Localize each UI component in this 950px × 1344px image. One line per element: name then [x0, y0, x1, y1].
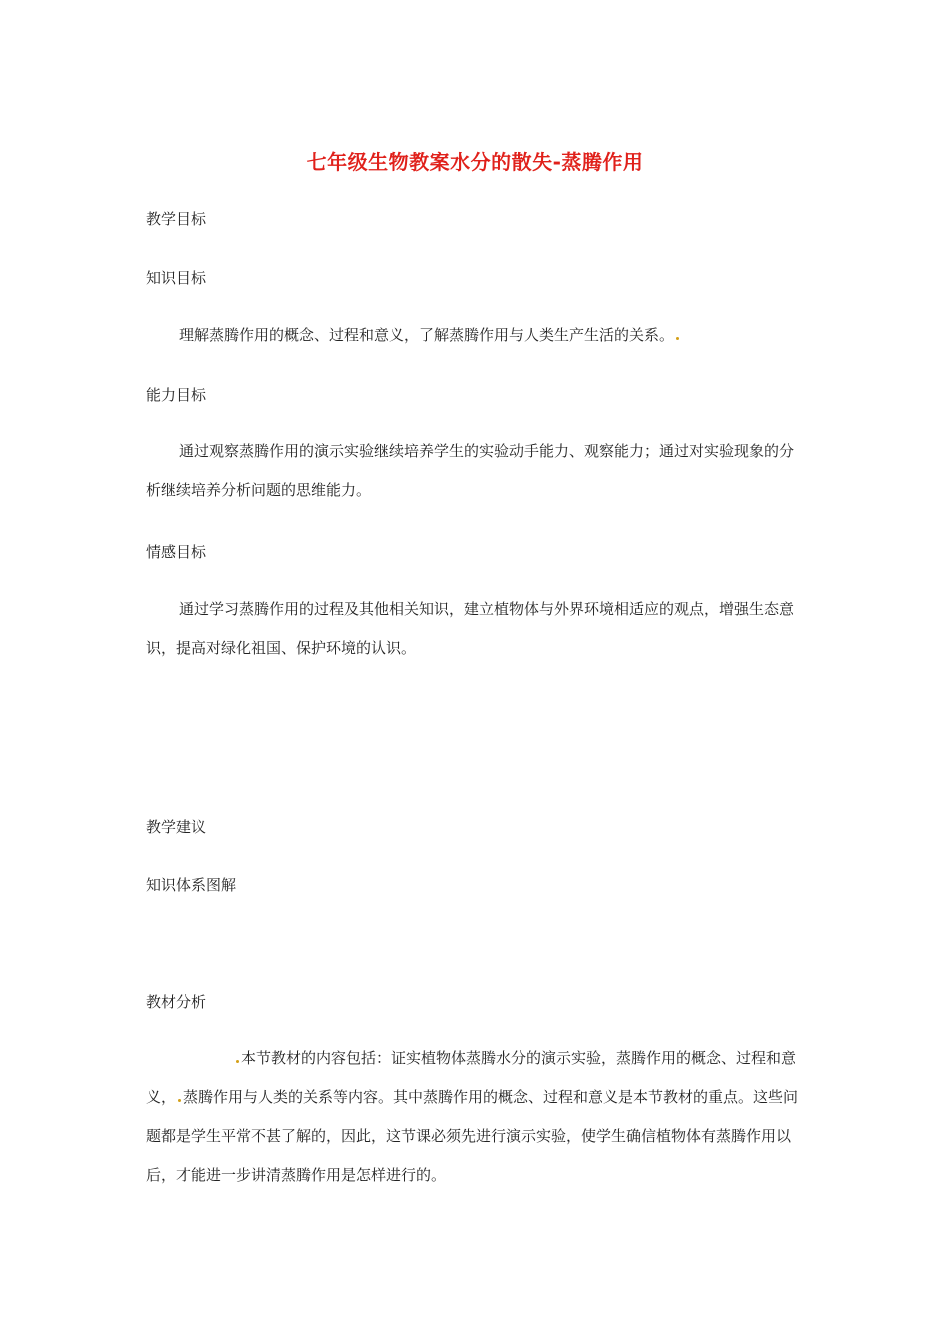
heading-knowledge-goal: 知识目标 — [146, 269, 207, 287]
material-text-1: 本节教材的内容包括：证实植物体蒸腾水分的演示实验，蒸腾作用的概念、过程和意义， — [146, 1049, 797, 1106]
heading-emotion-goal: 情感目标 — [146, 543, 207, 561]
mark-dot — [676, 337, 679, 340]
heading-ability-goal: 能力目标 — [146, 386, 207, 404]
document-title: 七年级生物教案水分的散失-蒸腾作用 — [306, 150, 644, 174]
mark-dot — [178, 1099, 181, 1102]
knowledge-text: 理解蒸腾作用的概念、过程和意义，了解蒸腾作用与人类生产生活的关系。 — [179, 326, 675, 344]
paragraph-emotion: 通过学习蒸腾作用的过程及其他相关知识，建立植物体与外界环境相适应的观点，增强生态意识，提高对绿化祖国、保护环境的认识。 — [146, 600, 795, 657]
mark-dot — [236, 1060, 239, 1063]
heading-material-analysis: 教材分析 — [146, 993, 207, 1011]
heading-teaching-goals: 教学目标 — [146, 210, 207, 228]
heading-knowledge-diagram: 知识体系图解 — [146, 876, 237, 894]
paragraph-ability: 通过观察蒸腾作用的演示实验继续培养学生的实验动手能力、观察能力；通过对实验现象的分析继续培养分析问题的思维能力。 — [146, 442, 795, 499]
material-text-2: 蒸腾作用与人类的关系等内容。其中蒸腾作用的概念、过程和意义是本节教材的重点。这些问题都是学生平常不甚了解的，因此，这节课必须先进行演示实验，使学生确信植物体有蒸腾作用以后，才能进一步讲清蒸腾作用是怎样进行的。 — [146, 1088, 799, 1184]
paragraph-knowledge — [146, 316, 806, 355]
paragraph-material — [146, 1039, 806, 1195]
heading-teaching-suggestions: 教学建议 — [146, 818, 207, 836]
